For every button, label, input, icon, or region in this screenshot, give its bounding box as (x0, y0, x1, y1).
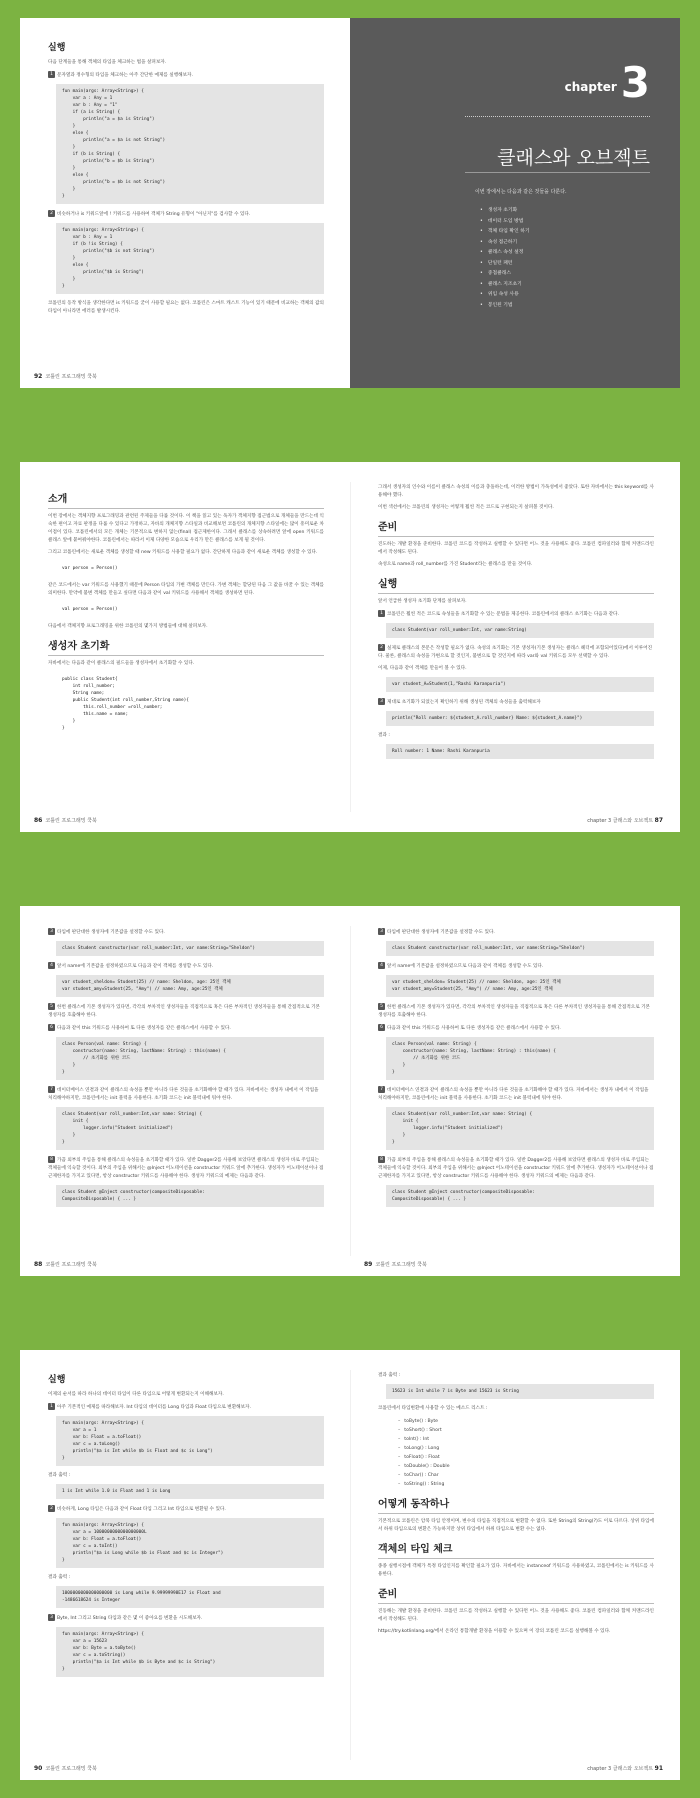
code-block: 1 is Int while 1.0 is Float and 1 is Long (56, 1484, 324, 1499)
page-91 (350, 1350, 680, 1780)
chapter-topic: • 봉인된 기법 (480, 301, 530, 312)
code-block: val person = Person() (62, 607, 118, 612)
step-number-icon: 3 (48, 928, 55, 935)
code-block: class Person(val name: String) { constructor(name: String, lastName: String) : this(name) { // 초기화를 위한 코드 } } (386, 1037, 654, 1080)
result-label: 결과 : (378, 733, 390, 738)
divider (465, 172, 650, 173)
paragraph: 같은 코드에서는 var 키워드를 사용했기 때문에 Person 타입의 가변 객체를 만든다. 가변 객체는 할당된 다음 그 값을 바꿀 수 있는 객체를 의미한다. 만약에 불변 객체를 만들고 싶다면 다음과 같이 val 키워드를 사용해서 객체를 생성하면 된다. (48, 583, 324, 596)
code-block: class Student @Inject constructor(compositeDisposable: CompositeDisposable) { ... } (386, 1185, 654, 1207)
method-list (398, 1417, 654, 1489)
step-3: 3 타입에 판단대한 생성자에 기본값을 설정할 수도 있다. (48, 928, 324, 937)
section-heading: 생성자 초기화 (48, 637, 324, 656)
step-number-icon: 5 (378, 1003, 385, 1010)
step-number-icon: 5 (48, 1003, 55, 1010)
page-89 (350, 906, 680, 1276)
step-number-icon: 1 (378, 610, 385, 617)
page-footer: 92 코틀린 프로그래밍 쿡북 (34, 373, 97, 380)
page-footer: 89 코틀린 프로그래밍 쿡북 (364, 1261, 427, 1268)
code-block: class Student constructor(var roll_number:Int, var name:String="Sheldon") (386, 941, 654, 956)
step-number-icon: 3 (378, 928, 385, 935)
step-4: 4 앞서 name에 기본값을 설정하였으므로 다음과 같이 객체를 생성할 수도 있다. (378, 962, 654, 971)
step-number-icon: 2 (48, 210, 55, 217)
chapter-topic: • 위임 속성 사용 (480, 290, 530, 301)
step-number-icon: 8 (378, 1156, 385, 1163)
chapter-topic: • 클래스 속성 설정 (480, 248, 530, 259)
step-1: 1 코틀린은 훨씬 적은 코드로 속성들을 초기화할 수 있는 문법을 제공한다. 코틀린에서의 클래스 초기화는 다음과 같다. (378, 610, 654, 619)
divider (465, 116, 650, 117)
code-block: var person = Person() (62, 566, 118, 571)
page-footer: 86 코틀린 프로그래밍 쿡북 (34, 817, 97, 824)
paragraph: 그리고 코틀린에서는 새로운 객체를 생성할 때 new 키워드를 사용할 필요가 없다. 간단하게 다음과 같이 새로운 객체를 생성할 수 있다. (48, 550, 318, 555)
step-number-icon: 7 (48, 1086, 55, 1093)
section-heading: 어떻게 동작하나 (378, 1495, 654, 1514)
step-7: 7 데이터베이스 연결과 같이 클래스의 속성을 뿐만 아니라 다른 것들을 초기화해야 할 때가 있다. 자바에서는 생성자 내에서 이 작업을 처리해야하지만, 코틀린에서는 init 블럭을 사용한다. 초기화 코드는 init 블럭내에 둬야 한다. (48, 1087, 319, 1101)
code-block: class Student(var roll_number:Int, var name:String) (386, 623, 654, 638)
code-block: 15623 is Int while 7 is Byte and 15623 is String (386, 1384, 654, 1399)
code-block: class Student constructor(var roll_number:Int, var name:String="Sheldon") (56, 941, 324, 956)
result-label: 결과 출력 : (48, 1575, 71, 1580)
paragraph: 코틀린에서 타입변환에 사용할 수 있는 메소드 리스트 : (378, 1406, 488, 1411)
page-86 (20, 462, 350, 832)
step-1: 1 아주 기본적인 예제를 따라해보자. Int 타입의 데이터를 Long 타입과 Float 타입으로 변환해보자. (48, 1403, 324, 1412)
step-number-icon: 2 (48, 1505, 55, 1512)
page-footer: 90 코틀린 프로그래밍 쿡북 (34, 1765, 97, 1772)
step-number-icon: 4 (378, 962, 385, 969)
code-block: public class Student{ int roll_number; String name; public Student(int roll_number,String name){ this.roll_number =roll_number; this.name = name; } } (62, 677, 189, 731)
page-footer: chapter 3 클래스와 오브젝트 87 (587, 817, 663, 824)
chapter-topic: • 생성자 초기화 (480, 206, 530, 217)
chapter-opener (350, 18, 680, 388)
paragraph: 코틀린의 동작 방식을 생각한다면 is 키워드를 굳이 사용할 필요는 없다. 코틀린은 스마트 캐스트 기능이 있기 때문에 비교하는 객체의 값의 타입이 아니라면 에러를 발생시킨다. (48, 301, 324, 314)
chapter-topic: • 클래스 지조초기 (480, 280, 530, 291)
step-2: 2 비슷하게, Long 타입은 다음과 같이 Float 타입 그리고 Int 타입으로 변환될 수 있다. (48, 1505, 324, 1514)
paragraph: 진동해는 개발 환경을 준비한다. 코틀린 코드를 작성하고 실행할 수 있다면 어느 것을 사용해도 좋다. 코틀린 컴파일러와 함께 커맨드라인에서 작성해도 된다. (378, 1609, 654, 1622)
section-heading: 준비 (378, 1585, 654, 1604)
list-item: – toChar() : Char (398, 1471, 654, 1480)
code-block: fun main(args: Array<String>) { var b : Any = 1 if (b !is String) { println("$b is not String") } else { println("$b is String") } } (56, 223, 324, 294)
code-block: fun main(args: Array<String>) { var a : Any = 1 var b : Any = "1" if (a is String) { println("a = $a is String") } else { println("a = $a is not String") } if (b is String) { println("b = $b is String") } else { println("b = $b is not String") } } (56, 84, 324, 204)
paragraph: 속성으로 name과 roll_number를 가진 Student라는 클래스를 만들 것이다. (378, 562, 533, 567)
page-88 (20, 906, 350, 1276)
list-item: – toInt() : Int (398, 1435, 654, 1444)
step-number-icon: 2 (378, 644, 385, 651)
code-block: fun main(args: Array<String>) { var a = 1 var b: Float = a.toFloat() var c = a.toLong() println("$a is Int while $b is Float and $c is Long") } (56, 1416, 324, 1466)
step-3: 3 제대로 초기화가 되었는지 확인하기 위해 생성된 객체의 속성들을 출력해보자 (378, 698, 654, 707)
code-block: class Student(var roll_number:Int,var name: String) { init { logger.info("Student initialized") } } (386, 1107, 654, 1150)
list-item: – toString() : String (398, 1480, 654, 1489)
result-label: 결과 출력 : (48, 1473, 71, 1478)
section-heading: 실행 (48, 43, 66, 53)
chapter-topic: • 객체 타입 확인 하기 (480, 227, 530, 238)
step-number-icon: 6 (48, 1024, 55, 1031)
step-6: 6 다음과 같이 this 키워드를 사용하여 또 다른 생성자를 같은 클래스에서 사용할 수 있다. (48, 1024, 324, 1033)
paragraph: 이번 장에서는 객체지향 프로그래밍과 관련된 주제들을 다룰 것이다. 이 책을 읽고 있는 독자가 객체지향 접근법으로 개체들을 만드는데 익숙한 편이고 자료 판정을 다룰 수 있다고 가정하고, 자바의 개체지향 스타일과 비교해보면 코틀린의 개체지향 스타일에는 많이 흥미로운 차이점이 있다. 코틀린에서의 모든 개체는 기본적으로 변하지 않는(final) 접근제한이다. 그래서 클래스를 상속하려면 앞에 open 키워드를 클래스 앞에 붙여줘야한다. 코틀린에서는 따라서 이제 다양한 모습으로 우리가 만든 클래스를 보게 될 것이다. (48, 514, 324, 543)
chapter-topic-list (480, 206, 530, 311)
list-item: – toByte() : Byte (398, 1417, 654, 1426)
paragraph: 이제, 다음과 같이 객체를 만들어 볼 수 있다. (378, 666, 467, 671)
spread-pages-88-89 (20, 906, 680, 1276)
step-8: 8 가끔 외부의 주입을 통해 클래스의 속성들을 초기화할 때가 있다. 일반 Dagger2를 사용해 보았다면 클래스의 생성자 바로 주입되는 객체들에 익숙할 것이다. 외부의 주입을 위해서는 @Inject 어노테이션을 constructor 키워드 앞에 추가한다. 생성자가 어노테이션이나 접근제한자를 가지고 있다면, 항상 constructor 키워드를 사용해야 한다. 생성자 키워드의 예제는 다음과 같다. (48, 1157, 324, 1179)
code-block: var student_sheldon= Student(25) // name: Sheldon, age: 25인 객체 var student_amy=Student(25, "Amy") // name: Amy, age:25인 객체 (386, 975, 654, 997)
spread-pages-90-91 (20, 1350, 680, 1780)
list-item: – toLong() : Long (398, 1444, 654, 1453)
step-number-icon: 3 (48, 1614, 55, 1621)
step-5: 5 한번 클래스에 기본 생성자가 있다면, 각각의 부차적인 생성자들을 직접적으로 혹은 다른 부차적인 생성자들을 통해 간접적으로 기본 생성자를 호출해야 한다. (378, 1004, 650, 1018)
section-heading: 소개 (48, 490, 324, 509)
step-number-icon: 1 (48, 71, 55, 78)
chapter-intro: 이번 장에서는 다음과 같은 것들을 다룬다. (475, 189, 567, 195)
paragraph: 앞서 언급한 생성자 초기화 단계를 살펴보자. (378, 599, 467, 604)
list-item: – toDouble() : Double (398, 1462, 654, 1471)
step-7: 7 데이터베이스 연결과 같이 클래스의 속성을 뿐만 아니라 다른 것들을 초기화해야 할 때가 있다. 자바에서는 생성자 내에서 이 작업을 처리해야하지만, 코틀린에서는 init 블럭을 사용한다. 초기화 코드는 init 블럭내에 둬야 한다. (378, 1087, 649, 1101)
code-block: var student_sheldon= Student(25) // name: Sheldon, age: 25인 객체 var student_amy=Student(25, "Amy") // name: Amy, age:25인 객체 (56, 975, 324, 997)
code-block: fun main(args: Array<String>) { var a = 15623 var b: Byte = a.toByte() var c = a.toString() println("$a is Int while $b is Byte and $c is String") } (56, 1627, 324, 1677)
code-block: 1000000000000000000 is Long while 9.99999998E17 is Float and -1486618624 is Integer (56, 1586, 324, 1608)
section-heading: 준비 (378, 518, 654, 537)
page-footer: chapter 3 클래스와 오브젝트 91 (587, 1765, 663, 1772)
code-block: fun main(args: Array<String>) { var a = 1000000000000000000L var b: Float = a.toFloat() var c = a.toInt() println("$a is Long while $b is Float and $c is Integer") } (56, 1518, 324, 1568)
step-6: 6 다음과 같이 this 키워드를 사용하여 또 다른 생성자를 같은 클래스에서 사용할 수 있다. (378, 1024, 654, 1033)
code-block: Roll number: 1 Name: Rashi Karanpuria (386, 744, 654, 759)
paragraph: 자바에서는 다음과 같이 클래스의 필드들을 생성자에서 초기화할 수 있다. (48, 661, 195, 666)
section-heading: 실행 (378, 575, 654, 594)
chapter-number: 3 (620, 58, 650, 107)
step-8: 8 가끔 외부의 주입을 통해 클래스의 속성들을 초기화할 때가 있다. 일반 Dagger2를 사용해 보았다면 클래스의 생성자 바로 주입되는 객체들에 익숙할 것이다. 외부의 주입을 위해서는 @Inject 어노테이션을 constructor 키워드 앞에 추가한다. 생성자가 어노테이션이나 접근제한자를 가지고 있다면, 항상 constructor 키워드를 사용해야 한다. 생성자 키워드의 예제는 다음과 같다. (378, 1157, 654, 1179)
paragraph: 종종 실행시점에 객체가 특정 타입인지를 확인할 필요가 있다. 자바에서는 instanceof 키워드를 사용하였고, 코틀린에서는 is 키워드를 사용한다. (378, 1564, 654, 1577)
spread-pages-86-87 (20, 462, 680, 832)
step-number-icon: 7 (378, 1086, 385, 1093)
chapter-title: 클래스와 오브젝트 (497, 147, 650, 169)
step-number-icon: 8 (48, 1156, 55, 1163)
chapter-topic: • 단일턴 패턴 (480, 259, 530, 270)
chapter-topic: • 데이터 도입 방법 (480, 217, 530, 228)
code-block: class Student(var roll_number:Int,var name: String) { init { logger.info("Student initialized") } } (56, 1107, 324, 1150)
paragraph: 이번 섹션에서는 코틀린의 생성자는 어떻게 훨씬 적은 코드로 구현되는지 살펴볼 것이다. (378, 505, 554, 510)
step-3: 3 Byte, Int 그리고 String 타입과 같은 몇 이 좋아요를 변환을 시도해보자. (48, 1614, 324, 1623)
paragraph: 그래서 생성자의 인수와 이름이 클래스 속성의 이름과 충돌하는데, 이러한 방법이 가독성에서 좋았다. 또한 자바에서는 this keyword를 사용해야 했다. (378, 485, 654, 498)
list-item: – toFloat() : Float (398, 1453, 654, 1462)
step-1: 1 문자열과 정수형의 타입을 체크하는 아주 간단한 예제를 실행해보자. (48, 71, 324, 80)
step-5: 5 한번 클래스에 기본 생성자가 있다면, 각각의 부차적인 생성자들을 직접적으로 혹은 다른 부차적인 생성자들을 통해 간접적으로 기본 생성자를 호출해야 한다. (48, 1004, 320, 1018)
step-number-icon: 1 (48, 1403, 55, 1410)
page-92 (20, 18, 350, 388)
code-block: class Person(val name: String) { constructor(name: String, lastName: String) : this(name) { // 초기화를 위한 코드 } } (56, 1037, 324, 1080)
paragraph: 기본적으로 코틀린은 암묵 타입 안정이며, 변수의 타입을 직접적으로 변환할 수 없다. 또한 String의 String(?)도 이로 다르다. 상위 타입에서 하위 타입으로의 변환은 가능하지만 상위 타입에서 하위 타입으로 변환 수는 없다. (378, 1519, 654, 1532)
code-block: var student_A=Student(1,"Rashi Karanpuria") (386, 677, 654, 692)
list-item: – toShort() : Short (398, 1426, 654, 1435)
step-2: 2 실제로 클래스의 본문은 작성할 필요가 없다. 속성의 초기화는 기본 생성자(기본 생성자는 클래스 헤더에 포함되어있다)에서 이루어진다. 물론, 클래스의 속성을 가변으로 할 것인지, 불변으로 할 것인지에 따라 var와 val 키워드를 모두 선택할 수 있다. (378, 645, 653, 659)
spread-pages-92-chapter (20, 18, 680, 388)
chapter-topic: • 속성 접근하기 (480, 238, 530, 249)
step-3: 3 타입에 판단대한 생성자에 기본값을 설정할 수도 있다. (378, 928, 654, 937)
paragraph: https://try.kotlinlang.org/에서 온라인 통합개발 환경을 이용할 수 있으며 이 장의 코틀린 코드를 실행해볼 수 있다. (378, 1629, 611, 1634)
paragraph: 다음에서 객체지향 프로그래밍을 위한 코틀린의 몇가지 방법들에 대해 살펴보자. (48, 624, 208, 629)
step-4: 4 앞서 name에 기본값을 설정하였으므로 다음과 같이 객체를 생성할 수도 있다. (48, 962, 324, 971)
step-number-icon: 4 (48, 962, 55, 969)
chapter-label: chapter3 (564, 58, 650, 107)
paragraph: 다음 단계들을 통해 객체의 타입을 체크하는 법을 살펴보자. (48, 60, 167, 65)
step-number-icon: 3 (378, 698, 385, 705)
page-90 (20, 1350, 350, 1780)
page-87 (350, 462, 680, 832)
paragraph: 이제의 순서를 따라 하나의 데이터 타입이 다른 타입으로 어떻게 변환되는지 이해해보자. (48, 1392, 224, 1397)
page-footer: 88 코틀린 프로그래밍 쿡북 (34, 1261, 97, 1268)
code-block: println("Roll number: ${student_A.roll_number} Name: ${student_A.name}") (386, 711, 654, 726)
section-heading: 객체의 타입 체크 (378, 1540, 654, 1559)
section-heading: 실행 (48, 1375, 66, 1385)
result-label: 결과 출력 : (378, 1373, 401, 1378)
chapter-topic: • 중첩클래스 (480, 269, 530, 280)
paragraph: 진도하는 개발 환경을 준비한다. 코틀린 코드를 작성하고 실행할 수 있다면 어느 것을 사용해도 좋다. 코틀린 컴파일러와 함께 커맨드라인에서 작성해도 된다. (378, 542, 654, 555)
step-2: 2 비슷하거나 is 키워드앞에 ! 키워드를 사용하여 객체가 String 유형이 "아닌지"를 검사할 수 있다. (48, 210, 324, 219)
step-number-icon: 6 (378, 1024, 385, 1031)
code-block: class Student @Inject constructor(compositeDisposable: CompositeDisposable) { ... } (56, 1185, 324, 1207)
